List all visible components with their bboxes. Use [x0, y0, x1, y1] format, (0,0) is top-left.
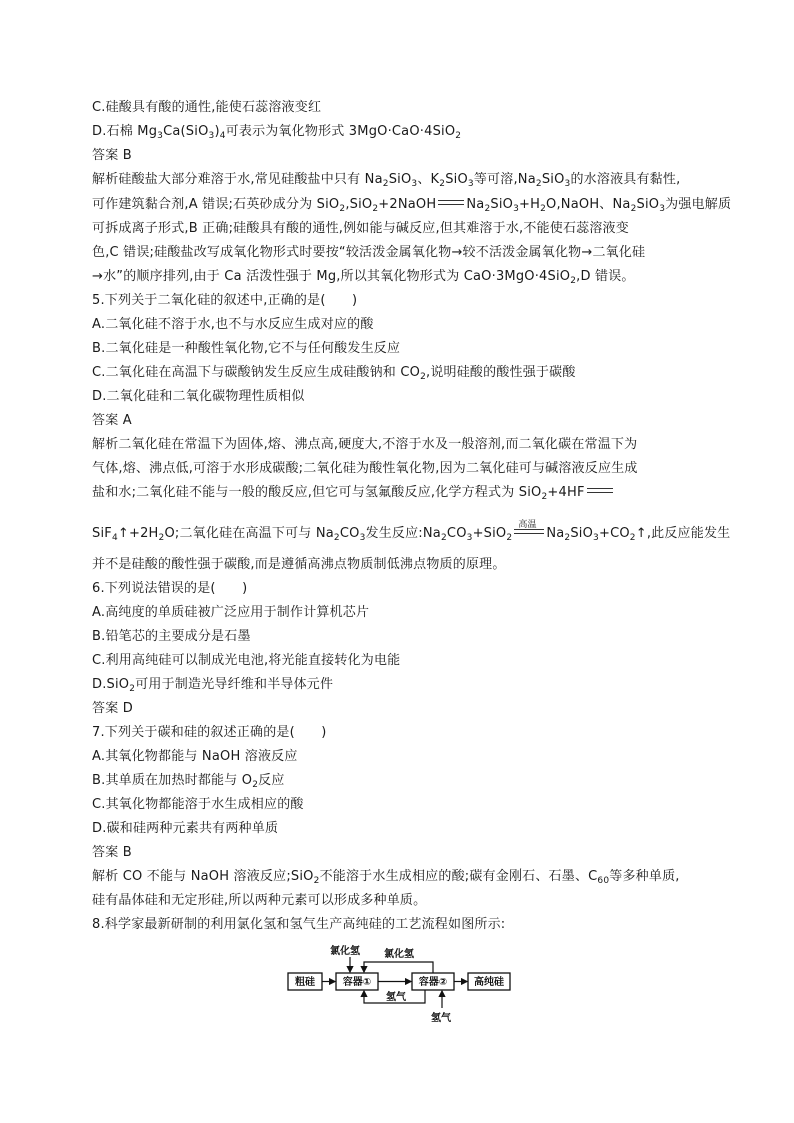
option-b-text: B.铅笔芯的主要成分是石墨	[92, 629, 251, 644]
explanation-line: 可拆成离子形式,B 正确;硅酸具有酸的通性,例如能与碱反应,但其难溶于水,不能使石蕊溶液变	[92, 221, 629, 236]
option-a-text: A.二氧化硅不溶于水,也不与水反应生成对应的酸	[92, 317, 374, 332]
explanation-line: 气体,熔、沸点低,可溶于水形成碳酸;二氧化硅为酸性氧化物,因为二氧化硅可与碱溶液反应生成	[92, 461, 638, 476]
option-a-text: A.其氧化物都能与 NaOH 溶液反应	[92, 749, 298, 764]
option-d-text: D.石棉 $Mg_3Ca(SiO_3)_4$可表示为氧化物形式 3MgO·CaO·4SiO$_2$	[92, 124, 462, 141]
option-b-text: B.其单质在加热时都能与 $O_2$反应	[92, 773, 285, 790]
h2-recycle-label: 氢气	[386, 992, 406, 1003]
h2-inlet-label: 氢气	[431, 1013, 451, 1024]
container-1-label: 容器①	[342, 977, 372, 988]
explanation-line: $SiF_4↑+2H_2O$;二氧化硅在高温下可与 $Na_2CO_3$发生反应$:Na_2CO_3+SiO_2$ 高温 $Na_2SiO_3+CO_2↑$,此反应能发生	[92, 520, 731, 543]
explanation-line: 硅有晶体硅和无定形硅,所以两种元素可以形成多种单质。	[92, 893, 427, 908]
option-d-text: D.二氧化硅和二氧化碳物理性质相似	[92, 389, 305, 404]
question-5-stem: 5.下列关于二氧化硅的叙述中,正确的是( )	[92, 293, 358, 308]
option-c-text: C.利用高纯硅可以制成光电池,将光能直接转化为电能	[92, 653, 401, 668]
option-c-text: C.硅酸具有酸的通性,能使石蕊溶液变红	[92, 100, 322, 115]
arrow-hcl-recycle	[364, 962, 433, 973]
answer-label: 答案 B	[92, 148, 132, 163]
equals-sign	[438, 200, 464, 205]
explanation-line: 并不是硅酸的酸性强于碳酸,而是遵循高沸点物质制低沸点物质的原理。	[92, 557, 506, 572]
explanation-line: 解析二氧化硅在常温下为固体,熔、沸点高,硬度大,不溶于水及一般溶剂,而二氧化碳在常温下为	[92, 437, 638, 452]
explanation-line: 解析 CO 不能与 NaOH 溶液反应;SiO$_2$不能溶于水生成相应的酸;碳有金刚石、石墨、$C_{60}$等多种单质,	[92, 869, 680, 886]
option-b-text: B.二氧化硅是一种酸性氧化物,它不与任何酸发生反应	[92, 341, 401, 356]
hcl-inlet-label: 氯化氢	[330, 946, 360, 957]
option-d-text: D.碳和硅两种元素共有两种单质	[92, 821, 279, 836]
equals-sign	[587, 488, 613, 493]
explanation-line: 解析硅酸盐大部分难溶于水,常见硅酸盐中只有 $Na_2SiO_3$、$K_2SiO_3$等可溶$,Na_2SiO_3$的水溶液具有黏性,	[92, 172, 681, 189]
container-2-label: 容器②	[418, 977, 448, 988]
question-7-stem: 7.下列关于碳和硅的叙述正确的是( )	[92, 725, 327, 740]
high-temp-equals-sign: 高温	[514, 529, 544, 534]
option-c-text: C.其氧化物都能溶于水生成相应的酸	[92, 797, 304, 812]
explanation-line: 色,C 错误;硅酸盐改写成氧化物形式时要按“较活泼金属氧化物→较不活泼金属氧化物→二氧化硅	[92, 245, 646, 260]
option-a-text: A.高纯度的单质硅被广泛应用于制作计算机芯片	[92, 605, 370, 620]
hcl-recycle-label: 氯化氢	[384, 949, 414, 960]
answer-label: 答案 D	[92, 701, 133, 716]
explanation-line: 可作建筑黏合剂,A 错误;石英砂成分为 SiO$_2$,SiO$_2$+2NaOH $Na_2SiO_3+H_2O,NaOH$、$Na_2SiO_3$为强电解质	[92, 197, 732, 214]
explanation-line: →水”的顺序排列,由于 Ca 活泼性强于 Mg,所以其氧化物形式为 CaO·3MgO·4SiO$_2$,D 错误。	[92, 269, 635, 286]
question-8-stem: 8.科学家最新研制的利用氯化氢和氢气生产高纯硅的工艺流程如图所示:	[92, 917, 506, 932]
pure-silicon-label: 高纯硅	[474, 977, 504, 988]
explanation-line: 盐和水;二氧化硅不能与一般的酸反应,但它可与氢氟酸反应,化学方程式为 SiO$_2$+4HF	[92, 484, 615, 506]
answer-label: 答案 A	[92, 413, 132, 428]
crude-silicon-label: 粗硅	[295, 977, 315, 988]
answer-label: 答案 B	[92, 845, 132, 860]
question-6-stem: 6.下列说法错误的是( )	[92, 581, 248, 596]
option-d-text: D.SiO$_2$可用于制造光导纤维和半导体元件	[92, 677, 334, 694]
option-c-text: C.二氧化硅在高温下与碳酸钠发生反应生成硅酸钠和 $CO_2$,说明硅酸的酸性强于碳酸	[92, 365, 576, 382]
process-flow-diagram	[280, 940, 520, 1024]
